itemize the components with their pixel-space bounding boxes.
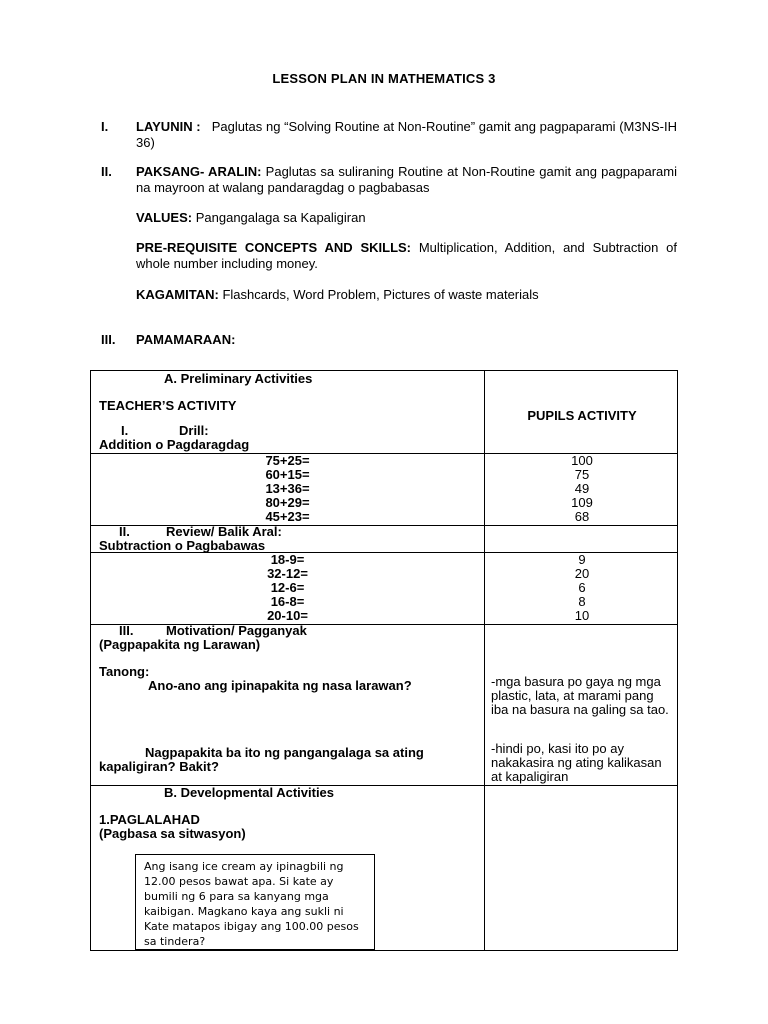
motivation-label: Motivation/ Pagganyak [166,623,307,638]
addition-answer: 49 [574,481,590,496]
developmental-heading: B. Developmental Activities [164,785,335,800]
word-problem-box [135,854,375,950]
tanong-label: Tanong: [99,664,150,679]
addition-question: 13+36= [265,481,310,496]
subtraction-answer: 6 [578,580,586,595]
section-number: I. [101,119,109,134]
word-problem-text: Ang isang ice cream ay ipinagbili ng 12.00 pesos bawat apa. Si kate ay bumili ng 6 para sa kanyang mga kaibigan. Magkano kaya ang sukli ni Kate matapos ibigay ang 100.00 pesos sa tindera? [144,860,359,948]
paksang-aralin-text: Paglutas sa suliraning Routine at Non-Routine gamit ang pagpaparami na mayroon at walang pandaragdag o pagbabasas [136,164,677,195]
drill-label: Drill: [179,423,209,438]
layunin-label: LAYUNIN : [136,119,201,134]
section-pamamaraan [101,332,677,348]
values-line [136,210,677,226]
subtraction-answer: 10 [574,608,590,623]
kagamitan-text: Flashcards, Word Problem, Pictures of waste materials [222,287,539,302]
pamamaraan-label: PAMAMARAAN: [136,332,236,347]
paglalahad-subtitle: (Pagbasa sa sitwasyon) [99,826,246,841]
drill-subtitle: Addition o Pagdaragdag [99,437,250,452]
paksang-aralin-label: PAKSANG- ARALIN: [136,164,262,179]
subtraction-question: 32-12= [267,566,308,581]
subtraction-question: 20-10= [267,608,308,623]
addition-question: 60+15= [265,467,310,482]
question-1: Ano-ano ang ipinapakita ng nasa larawan? [148,678,412,693]
values-label: VALUES: [136,210,193,225]
addition-answer: 100 [571,453,593,468]
question-2: Nagpapakita ba ito ng pangangalaga sa ating kapaligiran? Bakit? [99,745,424,774]
section-number: II. [101,164,112,179]
kagamitan-label: KAGAMITAN: [136,287,219,302]
subtraction-question: 18-9= [270,552,305,567]
subtraction-answer: 20 [574,566,590,581]
subtraction-answer: 8 [578,594,586,609]
preliminary-heading: A. Preliminary Activities [164,371,313,386]
pupils-activity-heading: PUPILS ACTIVITY [527,408,637,423]
review-subtitle: Subtraction o Pagbabawas [99,538,266,553]
motivation-number: III. [119,623,134,638]
prerequisite-text: Multiplication, Addition, and Subtraction of whole number including money. [136,240,677,271]
answer-2: -hindi po, kasi ito po ay nakakasira ng ating kalikasan at kapaligiran [491,741,662,784]
addition-answer: 68 [574,509,590,524]
addition-question: 75+25= [265,453,310,468]
addition-answer: 109 [571,495,593,510]
activities-table [90,370,678,951]
section-layunin [101,119,677,151]
paglalahad-heading: 1.PAGLALAHAD [99,812,200,827]
section-paksang-aralin [101,164,677,196]
answer-1: -mga basura po gaya ng mga plastic, lata, at marami pang iba na basura na galing sa tao. [491,674,669,717]
addition-answer: 75 [574,467,590,482]
addition-question: 80+29= [265,495,310,510]
motivation-subtitle: (Pagpapakita ng Larawan) [99,637,261,652]
review-label: Review/ Balik Aral: [166,524,282,539]
review-number: II. [119,524,130,539]
kagamitan-line [136,287,677,303]
values-text: Pangangalaga sa Kapaligiran [195,210,366,225]
layunin-text: Paglutas ng “Solving Routine at Non-Routine” gamit ang pagpaparami (M3NS-IH 36) [136,119,677,150]
addition-question: 45+23= [265,509,310,524]
drill-number: I. [121,423,129,438]
subtraction-question: 12-6= [270,580,305,595]
subtraction-answer: 9 [578,552,586,567]
teachers-activity-heading: TEACHER’S ACTIVITY [99,398,237,413]
subtraction-question: 16-8= [270,594,305,609]
prerequisite-line [136,240,677,272]
section-number: III. [101,332,116,347]
prerequisite-label: PRE-REQUISITE CONCEPTS AND SKILLS: [136,240,412,255]
page-title: LESSON PLAN IN MATHEMATICS 3 [272,71,496,86]
